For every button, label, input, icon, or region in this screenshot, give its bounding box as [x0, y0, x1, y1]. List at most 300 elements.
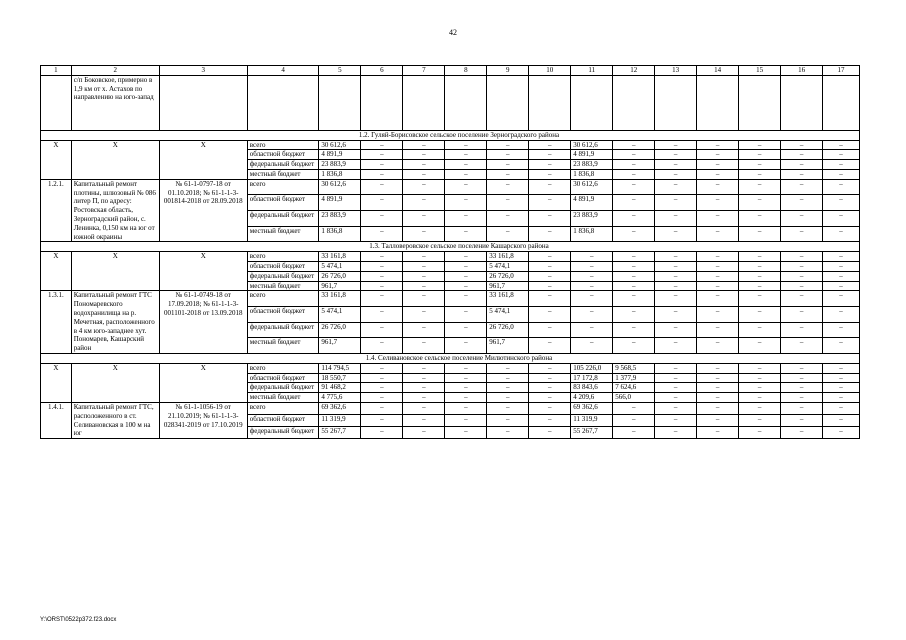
dash-cell: –: [529, 160, 571, 170]
amount-col-12: –: [613, 150, 655, 160]
dash-cell: –: [445, 261, 487, 271]
amount-col-12: –: [613, 427, 655, 439]
item-object-name: Капитальный ремонт плотины, шлюзовый № 086 литер П, по адресу: Ростовская область, Зерноградский район, с. Ленинка, 0,150 км на юг от южной окраины: [71, 179, 159, 242]
dash-cell: –: [403, 363, 445, 373]
dash-cell: –: [361, 169, 403, 179]
dash-cell: –: [361, 140, 403, 150]
dash-cell: –: [781, 252, 823, 262]
dash-cell: –: [781, 393, 823, 403]
item-document: № 61-1-1056-19 от 21.10.2019; № 61-1-1-3-028341-2019 от 17.10.2019: [159, 402, 247, 438]
dash-cell: –: [655, 291, 697, 307]
dash-cell: –: [655, 140, 697, 150]
dash-cell: –: [361, 195, 403, 211]
dash-cell: –: [739, 322, 781, 338]
dash-cell: –: [655, 195, 697, 211]
cell: [571, 75, 613, 130]
amount-col-12: –: [613, 338, 655, 354]
amount-total: 30 612,6: [319, 179, 361, 195]
amount-col-12: –: [613, 195, 655, 211]
cell: [487, 75, 529, 130]
budget-table: [40, 65, 860, 439]
dash-cell: –: [739, 195, 781, 211]
dash-cell: –: [403, 414, 445, 426]
dash-cell: –: [697, 271, 739, 281]
item-number: 1.4.1.: [41, 402, 72, 438]
funding-source-label: местный бюджет: [247, 338, 319, 354]
amount-col-9: 5 474,1: [487, 261, 529, 271]
amount-col-12: –: [613, 140, 655, 150]
dash-cell: –: [697, 211, 739, 227]
dash-cell: –: [361, 271, 403, 281]
funding-source-label: областной бюджет: [247, 373, 319, 383]
dash-cell: –: [697, 414, 739, 426]
funding-source-label: всего: [247, 363, 319, 373]
dash-cell: –: [697, 322, 739, 338]
amount-col-9: –: [487, 195, 529, 211]
dash-cell: –: [697, 140, 739, 150]
amount-col-11: 1 836,8: [571, 226, 613, 242]
dash-cell: –: [697, 402, 739, 414]
amount-col-12: –: [613, 226, 655, 242]
dash-cell: –: [697, 427, 739, 439]
dash-cell: –: [529, 393, 571, 403]
dash-cell: –: [781, 306, 823, 322]
item-budget-row: [41, 402, 860, 414]
amount-col-12: –: [613, 281, 655, 291]
dash-cell: –: [361, 373, 403, 383]
funding-source-label: местный бюджет: [247, 281, 319, 291]
dash-cell: –: [739, 150, 781, 160]
table-body: [41, 66, 860, 439]
dash-cell: –: [739, 414, 781, 426]
amount-total: 5 474,1: [319, 306, 361, 322]
amount-col-9: 5 474,1: [487, 306, 529, 322]
dash-cell: –: [781, 226, 823, 242]
dash-cell: –: [781, 427, 823, 439]
dash-cell: –: [529, 363, 571, 373]
total-object-name: X: [71, 140, 159, 179]
amount-total: 33 161,8: [319, 291, 361, 307]
amount-col-11: –: [571, 306, 613, 322]
dash-cell: –: [781, 179, 823, 195]
funding-source-label: всего: [247, 402, 319, 414]
dash-cell: –: [823, 261, 860, 271]
amount-col-11: –: [571, 261, 613, 271]
dash-cell: –: [403, 402, 445, 414]
dash-cell: –: [655, 226, 697, 242]
amount-total: 23 883,9: [319, 211, 361, 227]
dash-cell: –: [445, 271, 487, 281]
total-document: X: [159, 363, 247, 402]
cell: [781, 75, 823, 130]
dash-cell: –: [361, 402, 403, 414]
dash-cell: –: [529, 140, 571, 150]
dash-cell: –: [655, 150, 697, 160]
dash-cell: –: [655, 160, 697, 170]
dash-cell: –: [655, 414, 697, 426]
dash-cell: –: [781, 195, 823, 211]
dash-cell: –: [529, 322, 571, 338]
dash-cell: –: [655, 427, 697, 439]
cell: [445, 75, 487, 130]
section-row: [41, 242, 860, 252]
amount-col-11: –: [571, 291, 613, 307]
dash-cell: –: [697, 261, 739, 271]
amount-col-11: 1 836,8: [571, 169, 613, 179]
dash-cell: –: [739, 281, 781, 291]
dash-cell: –: [403, 306, 445, 322]
cell: [403, 75, 445, 130]
column-number: 17: [823, 66, 860, 76]
amount-col-9: –: [487, 226, 529, 242]
dash-cell: –: [655, 271, 697, 281]
dash-cell: –: [739, 291, 781, 307]
dash-cell: –: [445, 373, 487, 383]
dash-cell: –: [781, 338, 823, 354]
dash-cell: –: [655, 338, 697, 354]
amount-total: 4 775,6: [319, 393, 361, 403]
amount-total: 26 726,0: [319, 271, 361, 281]
dash-cell: –: [529, 383, 571, 393]
dash-cell: –: [529, 150, 571, 160]
amount-total: 4 891,9: [319, 150, 361, 160]
dash-cell: –: [403, 291, 445, 307]
column-number: 13: [655, 66, 697, 76]
dash-cell: –: [781, 150, 823, 160]
total-budget-row: [41, 363, 860, 373]
funding-source-label: всего: [247, 179, 319, 195]
dash-cell: –: [361, 427, 403, 439]
total-budget-row: [41, 140, 860, 150]
dash-cell: –: [823, 211, 860, 227]
amount-col-11: 23 883,9: [571, 211, 613, 227]
funding-source-label: областной бюджет: [247, 150, 319, 160]
column-number: 6: [361, 66, 403, 76]
item-number: 1.2.1.: [41, 179, 72, 242]
dash-cell: –: [823, 160, 860, 170]
dash-cell: –: [739, 338, 781, 354]
section-title: 1.2. Гуляй-Борисовское сельское поселение Зерноградского района: [41, 130, 860, 140]
dash-cell: –: [361, 291, 403, 307]
dash-cell: –: [739, 226, 781, 242]
dash-cell: –: [823, 195, 860, 211]
cell: [655, 75, 697, 130]
dash-cell: –: [403, 252, 445, 262]
dash-cell: –: [445, 281, 487, 291]
dash-cell: –: [403, 338, 445, 354]
dash-cell: –: [781, 271, 823, 281]
dash-cell: –: [361, 338, 403, 354]
dash-cell: –: [529, 169, 571, 179]
dash-cell: –: [529, 211, 571, 227]
dash-cell: –: [529, 226, 571, 242]
section-row: [41, 353, 860, 363]
column-number: 16: [781, 66, 823, 76]
amount-col-9: –: [487, 160, 529, 170]
amount-col-11: 69 362,6: [571, 402, 613, 414]
dash-cell: –: [445, 322, 487, 338]
dash-cell: –: [361, 179, 403, 195]
dash-cell: –: [781, 261, 823, 271]
dash-cell: –: [739, 363, 781, 373]
funding-source-label: всего: [247, 252, 319, 262]
dash-cell: –: [445, 179, 487, 195]
column-number: 7: [403, 66, 445, 76]
amount-col-12: 566,0: [613, 393, 655, 403]
amount-col-11: 23 883,9: [571, 160, 613, 170]
funding-source-label: областной бюджет: [247, 195, 319, 211]
dash-cell: –: [529, 271, 571, 281]
dash-cell: –: [361, 150, 403, 160]
dash-cell: –: [529, 373, 571, 383]
amount-col-11: 83 843,6: [571, 383, 613, 393]
dash-cell: –: [529, 281, 571, 291]
dash-cell: –: [655, 211, 697, 227]
amount-col-12: –: [613, 402, 655, 414]
dash-cell: –: [739, 373, 781, 383]
cell: [361, 75, 403, 130]
amount-col-12: –: [613, 261, 655, 271]
column-number: 1: [41, 66, 72, 76]
column-number: 3: [159, 66, 247, 76]
dash-cell: –: [697, 291, 739, 307]
dash-cell: –: [529, 261, 571, 271]
dash-cell: –: [655, 373, 697, 383]
amount-total: 33 161,8: [319, 252, 361, 262]
amount-col-12: –: [613, 322, 655, 338]
item-document: № 61-1-0749-18 от 17.09.2018; № 61-1-1-3-001101-2018 от 13.09.2018: [159, 291, 247, 354]
item-number: 1.3.1.: [41, 291, 72, 354]
dash-cell: –: [529, 195, 571, 211]
dash-cell: –: [697, 252, 739, 262]
amount-col-12: 7 624,6: [613, 383, 655, 393]
dash-cell: –: [781, 281, 823, 291]
funding-source-label: областной бюджет: [247, 306, 319, 322]
continuation-name: с/п Боковское, примерно в 1,9 км от х. Астахов по направлению на юго-запад: [71, 75, 159, 130]
amount-col-9: –: [487, 363, 529, 373]
dash-cell: –: [529, 179, 571, 195]
dash-cell: –: [739, 271, 781, 281]
dash-cell: –: [445, 160, 487, 170]
dash-cell: –: [655, 322, 697, 338]
column-number: 15: [739, 66, 781, 76]
dash-cell: –: [823, 338, 860, 354]
dash-cell: –: [739, 160, 781, 170]
dash-cell: –: [823, 414, 860, 426]
total-number: X: [41, 252, 72, 291]
dash-cell: –: [781, 363, 823, 373]
dash-cell: –: [655, 393, 697, 403]
cell: [159, 75, 247, 130]
dash-cell: –: [361, 281, 403, 291]
dash-cell: –: [697, 150, 739, 160]
dash-cell: –: [739, 393, 781, 403]
total-document: X: [159, 140, 247, 179]
amount-col-11: 30 612,6: [571, 179, 613, 195]
dash-cell: –: [655, 179, 697, 195]
amount-col-9: 33 161,8: [487, 291, 529, 307]
dash-cell: –: [445, 363, 487, 373]
amount-total: 5 474,1: [319, 261, 361, 271]
amount-col-11: 17 172,8: [571, 373, 613, 383]
amount-col-11: 4 891,9: [571, 150, 613, 160]
cell: [529, 75, 571, 130]
continuation-row: [41, 75, 860, 130]
dash-cell: –: [697, 383, 739, 393]
dash-cell: –: [697, 306, 739, 322]
dash-cell: –: [697, 195, 739, 211]
dash-cell: –: [781, 402, 823, 414]
total-object-name: X: [71, 363, 159, 402]
footer-file-path: Y:\ORST\0522p372.f23.docx: [40, 617, 117, 623]
dash-cell: –: [823, 402, 860, 414]
dash-cell: –: [739, 383, 781, 393]
section-title: 1.3. Талловеровское сельское поселение Кашарского района: [41, 242, 860, 252]
dash-cell: –: [739, 211, 781, 227]
column-number: 9: [487, 66, 529, 76]
dash-cell: –: [655, 306, 697, 322]
item-object-name: Капитальный ремонт ГТС Пономаревского водохранилища на р. Мечетная, расположенного в 4 км юго-западнее хут. Пономарев, Кашарский район: [71, 291, 159, 354]
amount-total: 30 612,6: [319, 140, 361, 150]
funding-source-label: местный бюджет: [247, 393, 319, 403]
dash-cell: –: [739, 427, 781, 439]
dash-cell: –: [361, 393, 403, 403]
amount-total: 55 267,7: [319, 427, 361, 439]
amount-col-11: 105 226,0: [571, 363, 613, 373]
dash-cell: –: [739, 140, 781, 150]
dash-cell: –: [697, 338, 739, 354]
dash-cell: –: [823, 373, 860, 383]
column-number: 5: [319, 66, 361, 76]
amount-col-12: –: [613, 211, 655, 227]
amount-col-11: –: [571, 322, 613, 338]
dash-cell: –: [445, 169, 487, 179]
amount-col-11: 30 612,6: [571, 140, 613, 150]
dash-cell: –: [739, 252, 781, 262]
amount-total: 961,7: [319, 281, 361, 291]
amount-col-12: –: [613, 179, 655, 195]
amount-col-11: 4 891,9: [571, 195, 613, 211]
total-budget-row: [41, 252, 860, 262]
amount-col-12: 1 377,9: [613, 373, 655, 383]
amount-total: 114 794,5: [319, 363, 361, 373]
dash-cell: –: [403, 383, 445, 393]
amount-col-12: –: [613, 169, 655, 179]
dash-cell: –: [823, 427, 860, 439]
dash-cell: –: [361, 363, 403, 373]
amount-col-11: –: [571, 281, 613, 291]
dash-cell: –: [739, 179, 781, 195]
page-number: 42: [449, 28, 457, 37]
dash-cell: –: [823, 383, 860, 393]
dash-cell: –: [403, 261, 445, 271]
dash-cell: –: [823, 306, 860, 322]
dash-cell: –: [781, 169, 823, 179]
item-object-name: Капитальный ремонт ГТС, расположенного в ст. Селивановская в 100 м на юг: [71, 402, 159, 438]
dash-cell: –: [361, 211, 403, 227]
section-title: 1.4. Селивановское сельское поселение Милютинского района: [41, 353, 860, 363]
amount-total: 26 726,0: [319, 322, 361, 338]
amount-col-9: –: [487, 150, 529, 160]
funding-source-label: федеральный бюджет: [247, 160, 319, 170]
amount-col-9: –: [487, 427, 529, 439]
dash-cell: –: [697, 169, 739, 179]
column-number: 4: [247, 66, 319, 76]
dash-cell: –: [823, 271, 860, 281]
amount-col-11: 55 267,7: [571, 427, 613, 439]
amount-col-9: –: [487, 211, 529, 227]
dash-cell: –: [403, 427, 445, 439]
dash-cell: –: [655, 363, 697, 373]
dash-cell: –: [823, 169, 860, 179]
dash-cell: –: [361, 160, 403, 170]
dash-cell: –: [445, 338, 487, 354]
amount-total: 23 883,9: [319, 160, 361, 170]
amount-col-11: 4 209,6: [571, 393, 613, 403]
dash-cell: –: [781, 322, 823, 338]
dash-cell: –: [403, 179, 445, 195]
amount-total: 4 891,9: [319, 195, 361, 211]
column-number: 10: [529, 66, 571, 76]
dash-cell: –: [445, 226, 487, 242]
column-number: 14: [697, 66, 739, 76]
dash-cell: –: [445, 306, 487, 322]
dash-cell: –: [739, 306, 781, 322]
cell: [739, 75, 781, 130]
amount-col-11: –: [571, 338, 613, 354]
column-number: 12: [613, 66, 655, 76]
funding-source-label: местный бюджет: [247, 226, 319, 242]
dash-cell: –: [781, 291, 823, 307]
dash-cell: –: [445, 211, 487, 227]
dash-cell: –: [403, 373, 445, 383]
total-number: X: [41, 363, 72, 402]
column-number-row: [41, 66, 860, 76]
dash-cell: –: [403, 393, 445, 403]
dash-cell: –: [697, 393, 739, 403]
amount-total: 11 319,9: [319, 414, 361, 426]
dash-cell: –: [823, 363, 860, 373]
dash-cell: –: [823, 393, 860, 403]
dash-cell: –: [445, 402, 487, 414]
dash-cell: –: [697, 226, 739, 242]
cell: [613, 75, 655, 130]
dash-cell: –: [655, 261, 697, 271]
dash-cell: –: [781, 160, 823, 170]
dash-cell: –: [445, 427, 487, 439]
cell: [697, 75, 739, 130]
dash-cell: –: [529, 427, 571, 439]
dash-cell: –: [823, 322, 860, 338]
dash-cell: –: [529, 306, 571, 322]
amount-col-9: –: [487, 402, 529, 414]
dash-cell: –: [529, 338, 571, 354]
dash-cell: –: [445, 393, 487, 403]
dash-cell: –: [823, 252, 860, 262]
dash-cell: –: [403, 160, 445, 170]
amount-total: 1 836,8: [319, 226, 361, 242]
amount-col-9: 961,7: [487, 281, 529, 291]
dash-cell: –: [403, 226, 445, 242]
funding-source-label: федеральный бюджет: [247, 427, 319, 439]
dash-cell: –: [403, 211, 445, 227]
funding-source-label: федеральный бюджет: [247, 211, 319, 227]
dash-cell: –: [445, 150, 487, 160]
amount-total: 91 468,2: [319, 383, 361, 393]
dash-cell: –: [697, 179, 739, 195]
dash-cell: –: [403, 195, 445, 211]
dash-cell: –: [529, 252, 571, 262]
